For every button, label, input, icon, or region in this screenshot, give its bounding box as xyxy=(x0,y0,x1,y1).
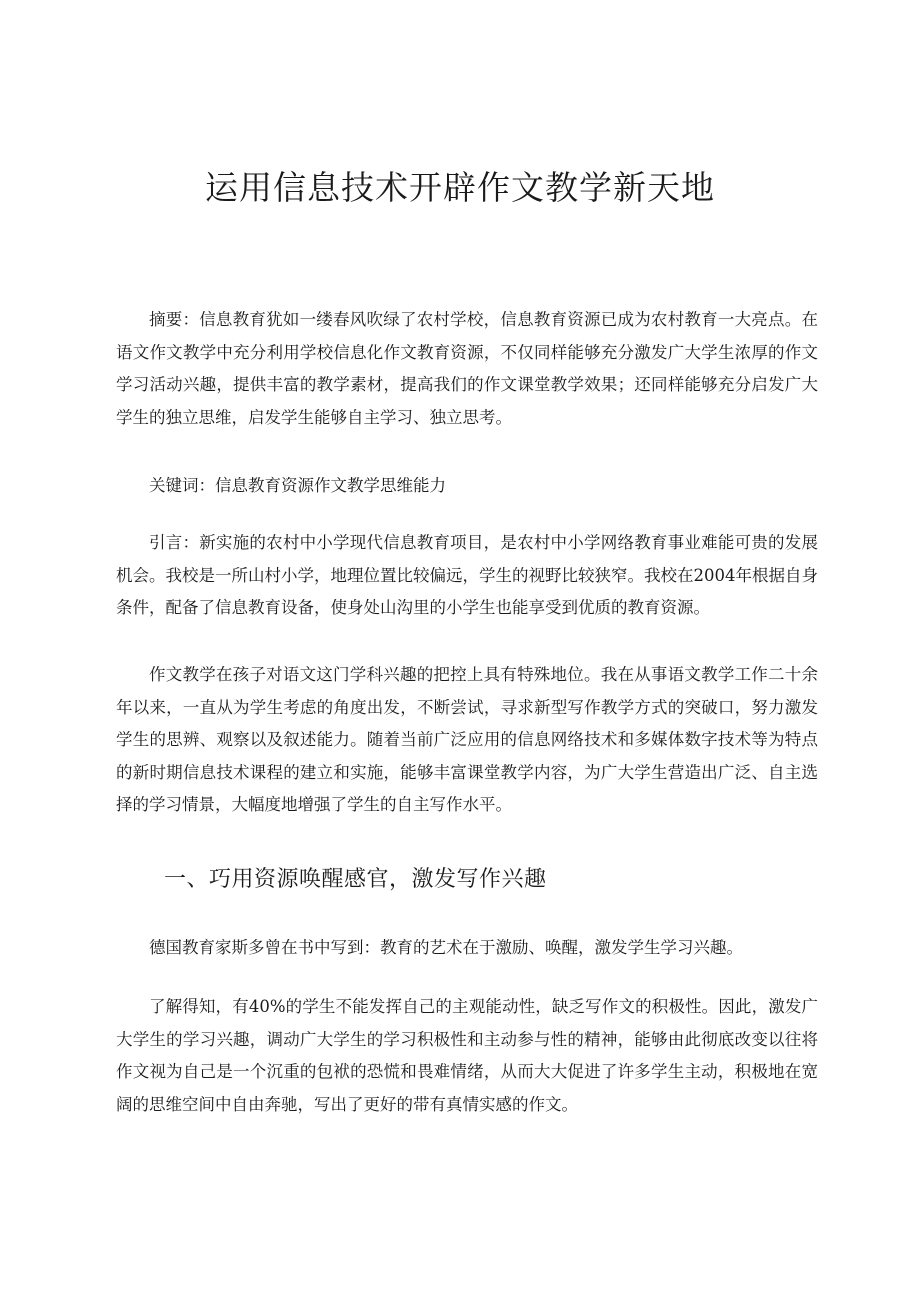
page-title: 运用信息技术开辟作文教学新天地 xyxy=(205,168,715,207)
section-heading-1: 一、巧用资源唤醒感官，激发写作兴趣 xyxy=(164,867,547,892)
body-paragraph-1: 作文教学在孩子对语文这门学科兴趣的把控上具有特殊地位。我在从事语文教学工作二十余年以来，一直从为学生考虑的角度出发，不断尝试，寻求新型写作教学方式的突破口，努力激发学生的思辨、观察以及叙述能力。随着当前广泛应用的信息网络技术和多媒体数字技术等为特点的新时期信息技术课程的建立和实施，能够丰富课堂教学内容，为广大学生营造出广泛、自主选择的学习情景，大幅度地增强了学生的自主写作水平。 xyxy=(116,665,818,814)
quote-paragraph: 德国教育家斯多曾在书中写到：教育的艺术在于激励、唤醒，激发学生学习兴趣。 xyxy=(149,938,743,957)
keywords-paragraph: 关键词：信息教育资源作文教学思维能力 xyxy=(149,476,446,495)
intro-paragraph: 引言：新实施的农村中小学现代信息教育项目，是农村中小学网络教育事业难能可贵的发展机会。我校是一所山村小学，地理位置比较偏远，学生的视野比较狭窄。我校在2004年根据自身条件，配备了信息教育设备，使身处山沟里的小学生也能享受到优质的教育资源。 xyxy=(116,533,818,617)
abstract-paragraph: 摘要：信息教育犹如一缕春风吹绿了农村学校，信息教育资源已成为农村教育一大亮点。在语文作文教学中充分利用学校信息化作文教育资源，不仅同样能够充分激发广大学生浓厚的作文学习活动兴趣，提供丰富的教学素材，提高我们的作文课堂教学效果；还同样能够充分启发广大学生的独立思维，启发学生能够自主学习、独立思考。 xyxy=(116,310,818,427)
body-paragraph-2: 了解得知，有40%的学生不能发挥自己的主观能动性，缺乏写作文的积极性。因此，激发广大学生的学习兴趣，调动广大学生的学习积极性和主动参与性的精神，能够由此彻底改变以往将作文视为自己是一个沉重的包袱的恐慌和畏难情绪，从而大大促进了许多学生主动，积极地在宽阔的思维空间中自由奔驰，写出了更好的带有真情实感的作文。 xyxy=(116,997,818,1114)
